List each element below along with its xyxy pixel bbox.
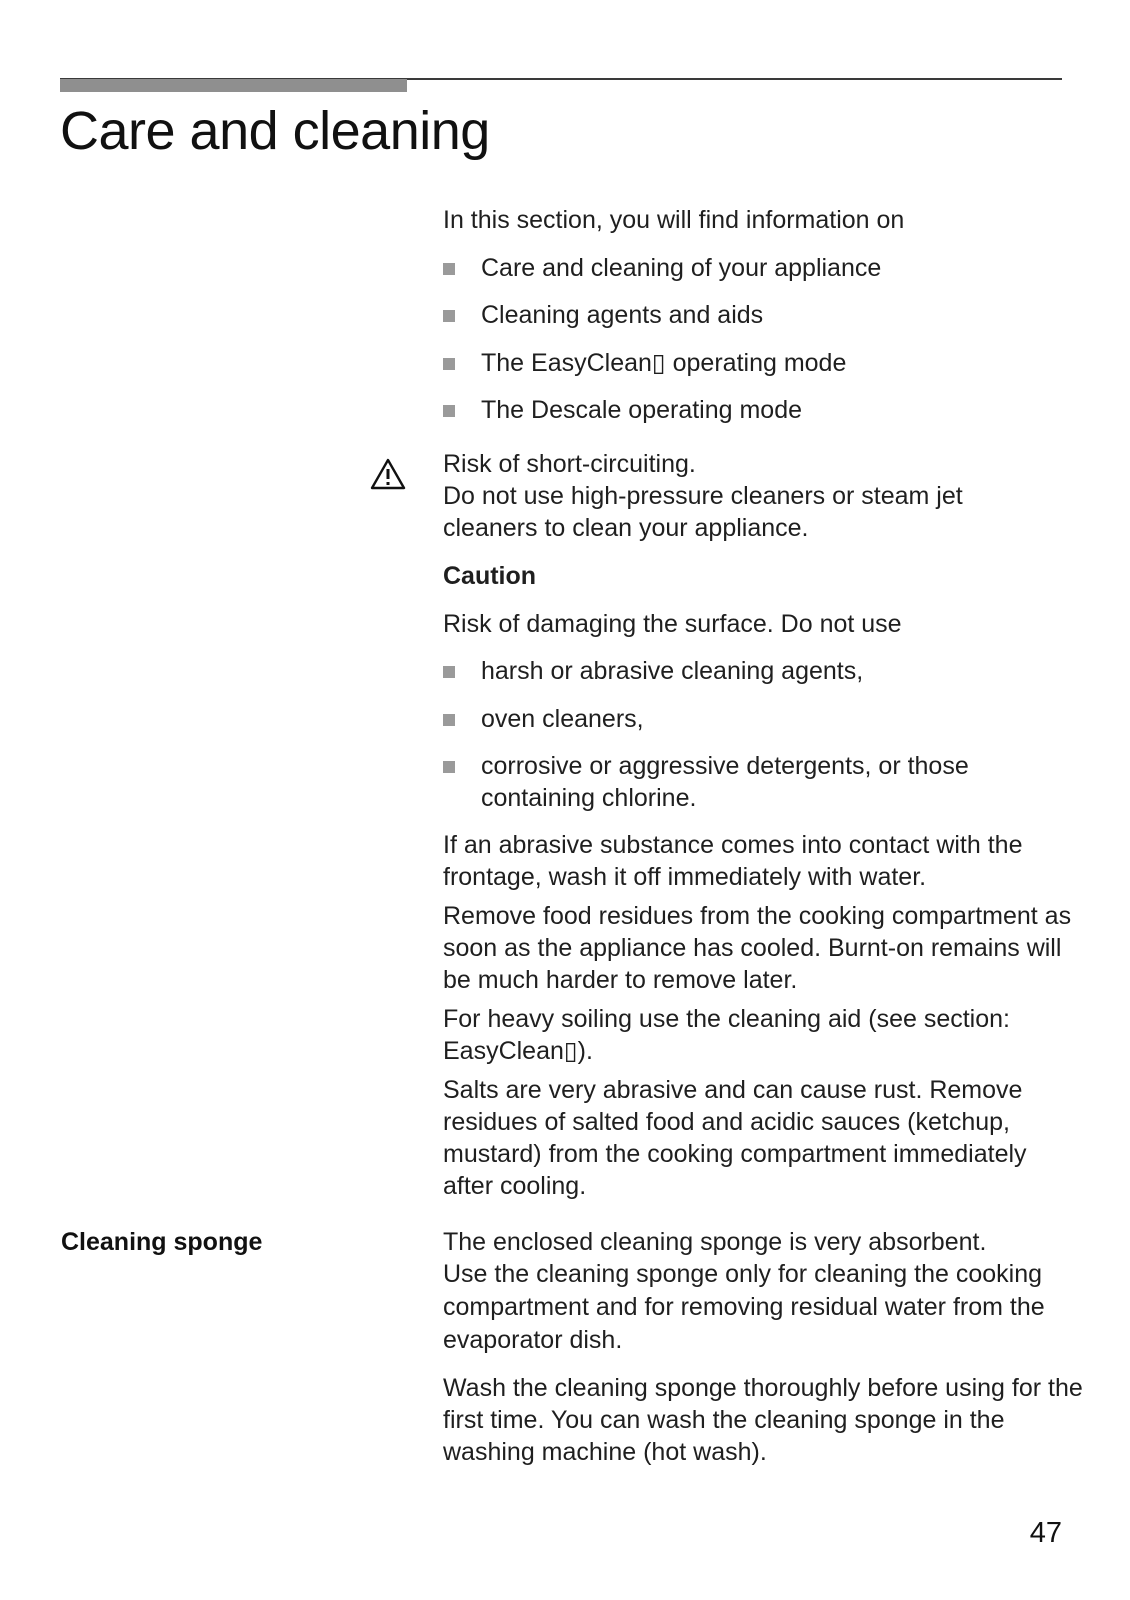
paragraph: Salts are very abrasive and can cause rust. Remove residues of salted food and acidic sauces (ketchup, mustard) from the cooking compartment immediately after cooling. xyxy=(443,1076,1027,1200)
caution-item: corrosive or aggressive detergents, or those containing chlorine. xyxy=(443,750,1011,814)
warning-line: Risk of short-circuiting. xyxy=(443,450,696,478)
warning-section xyxy=(443,448,1003,544)
caution-section xyxy=(443,560,1083,814)
sponge-paragraph: Wash the cleaning sponge thoroughly before using for the first time. You can wash the cleaning sponge in the washing machine (hot wash). xyxy=(443,1374,1083,1466)
header-rule-accent xyxy=(60,79,407,92)
sponge-line: Use the cleaning sponge only for cleaning the cooking compartment and for removing residual water from the evaporator dish. xyxy=(443,1260,1045,1354)
intro-item: Care and cleaning of your appliance xyxy=(443,252,1083,284)
page-number: 47 xyxy=(1029,1517,1062,1549)
intro-text: In this section, you will find information on xyxy=(443,206,905,234)
intro-item: The Descale operating mode xyxy=(443,394,1083,426)
caution-item: oven cleaners, xyxy=(443,703,1083,735)
paragraph: Remove food residues from the cooking compartment as soon as the appliance has cooled. Burnt-on remains will be much harder to remove later. xyxy=(443,902,1072,994)
caution-heading: Caution xyxy=(443,562,537,590)
paragraph: For heavy soiling use the cleaning aid (see section: EasyClean▯). xyxy=(443,1005,1010,1065)
sponge-line: The enclosed cleaning sponge is very absorbent. xyxy=(443,1228,987,1256)
warning-triangle-icon xyxy=(370,458,406,490)
paragraph: If an abrasive substance comes into contact with the frontage, wash it off immediately with water. xyxy=(443,831,1023,891)
care-paragraphs xyxy=(443,829,1083,1202)
intro-section xyxy=(443,204,1083,426)
caution-text: Risk of damaging the surface. Do not use xyxy=(443,610,902,638)
intro-item: The EasyClean▯ operating mode xyxy=(443,347,1083,379)
page-title: Care and cleaning xyxy=(60,101,490,161)
warning-line: Do not use high-pressure cleaners or steam jet cleaners to clean your appliance. xyxy=(443,482,963,542)
sponge-heading: Cleaning sponge xyxy=(61,1228,263,1256)
intro-item: Cleaning agents and aids xyxy=(443,299,1083,331)
sponge-section xyxy=(443,1226,1083,1468)
caution-item: harsh or abrasive cleaning agents, xyxy=(443,655,1083,687)
